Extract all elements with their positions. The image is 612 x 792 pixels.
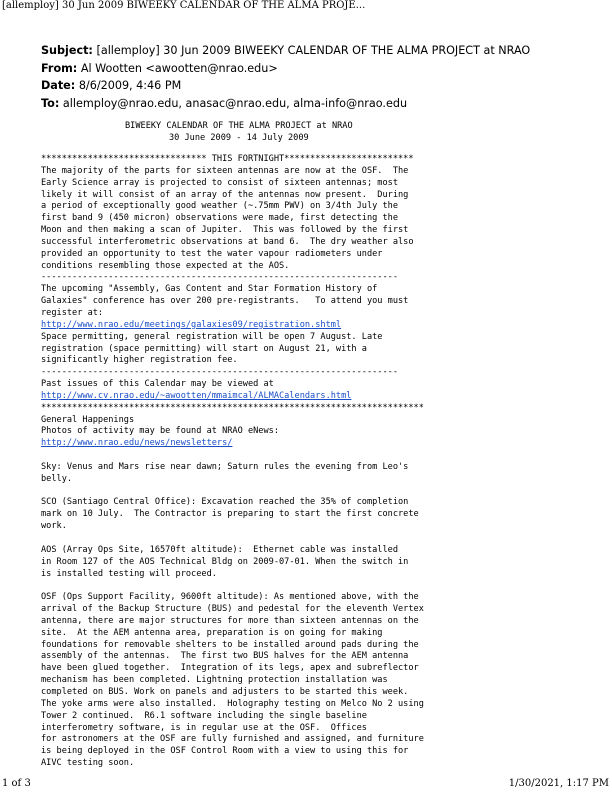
photos-line: Photos of activity may be found at NRAO eNews: bbox=[41, 426, 279, 437]
calendar-title: BIWEEKY CALENDAR OF THE ALMA PROJECT at NRAO bbox=[125, 121, 353, 131]
subject-value: [allemploy] 30 Jun 2009 BIWEEKY CALENDAR OF THE ALMA PROJECT at NRAO bbox=[96, 44, 531, 57]
date-row bbox=[41, 77, 530, 95]
paragraph-fortnight: The majority of the parts for sixteen antennas are now at the OSF. The Early Science array is projected to consist of sixteen antennas; most likely it will consist of an array of the antennas now present. During a period of exceptionally good weather (~.75mm PWV) on 3/4th July the first band 9 (450 micron) observations were made, first detecting the Moon and then making a scan of Jupiter. This was followed by the first successful interferometric observations at band 6. The dry weather also provided an opportunity to test the water vapour radiometers under conditions resembling those expected at the AOS. bbox=[41, 165, 414, 271]
fortnight-rule: ******************************** THIS FORTNIGHT************************* bbox=[41, 154, 414, 164]
subject-label: Subject: bbox=[41, 44, 93, 57]
dash-rule: --------------------------------------------------------------------- bbox=[41, 272, 398, 283]
paragraph-aos: AOS (Array Ops Site, 16570ft altitude): Ethernet cable was installed in Room 127 of the AOS Technical Bldg on 2009-07-01. When the switch in is installed testing will proceed. bbox=[41, 544, 409, 579]
general-heading: General Happenings bbox=[41, 414, 135, 425]
message-body bbox=[41, 154, 424, 770]
paragraph-sco: SCO (Santiago Central Office): Excavation reached the 35% of completion mark on 10 July. The Contractor is preparing to start the first concrete work. bbox=[41, 497, 419, 532]
to-label: To: bbox=[41, 96, 60, 110]
print-timestamp: 1/30/2021, 1:17 PM bbox=[508, 778, 609, 789]
registration-link[interactable]: http://www.nrao.edu/meetings/galaxies09/registration.shtml bbox=[41, 319, 342, 330]
dash-rule: --------------------------------------------------------------------- bbox=[41, 367, 398, 378]
newsletters-link[interactable]: http://www.nrao.edu/news/newsletters/ bbox=[41, 438, 233, 449]
from-row bbox=[41, 60, 530, 78]
paragraph-sky: Sky: Venus and Mars rise near dawn; Saturn rules the evening from Leo's belly. bbox=[41, 461, 409, 484]
browser-title: [allemploy] 30 Jun 2009 BIWEEKY CALENDAR OF THE ALMA PROJE... bbox=[2, 0, 366, 11]
date-label: Date: bbox=[41, 79, 76, 92]
calendar-dates: 30 June 2009 - 14 July 2009 bbox=[168, 132, 309, 143]
from-label: From: bbox=[41, 61, 78, 75]
date-value: 8/6/2009, 4:46 PM bbox=[78, 79, 182, 92]
paragraph-past-issues: Past issues of this Calendar may be viewed at bbox=[41, 379, 274, 390]
to-value: allemploy@nrao.edu, anasac@nrao.edu, alma-info@nrao.edu bbox=[62, 96, 408, 110]
paragraph-registration: Space permitting, general registration will be open 7 August. Late registration (space permitting) will start on August 21, with a significantly higher registration fee. bbox=[41, 331, 383, 366]
calendars-link[interactable]: http://www.cv.nrao.edu/~awootten/mmaimcal/ALMACalendars.html bbox=[41, 390, 352, 401]
page-number: 1 of 3 bbox=[2, 778, 31, 789]
star-rule: ************************************************************************** bbox=[41, 402, 424, 413]
subject-row bbox=[41, 42, 530, 60]
paragraph-osf: OSF (Ops Support Facility, 9600ft altitude): As mentioned above, with the arrival of the Backup Structure (BUS) and pedestal for the eleventh Vertex antenna, there are major structures for more than sixteen antennas on the site. At the AEM antenna area, preparation is on going for making foundations for removable shelters to be installed around pads during the assembly of the antennas. The first two BUS halves for the AEM antenna have been glued together. Integration of its legs, apex and subreflector mechanism has been completed. Lightning protection installation was completed on BUS. Work on panels and adjusters to be started this week. The yoke arms were also installed. Holography testing on Melco No 2 using Tower 2 continued. R6.1 software including the single baseline interferometry software, is in regular use at the OSF. Offices for astronomers at the OSF are fully furnished and assigned, and furniture is being deployed in the OSF Control Room with a view to using this for AIVC testing soon. bbox=[41, 592, 424, 769]
to-row bbox=[41, 95, 530, 113]
calendar-title-block bbox=[125, 121, 353, 145]
from-value: Al Wootten <awootten@nrao.edu> bbox=[80, 61, 278, 75]
email-header bbox=[41, 42, 530, 112]
paragraph-conference: The upcoming "Assembly, Gas Content and Star Formation History of Galaxies" conference has over 200 pre-registrants. To attend you must register at: bbox=[41, 284, 409, 318]
